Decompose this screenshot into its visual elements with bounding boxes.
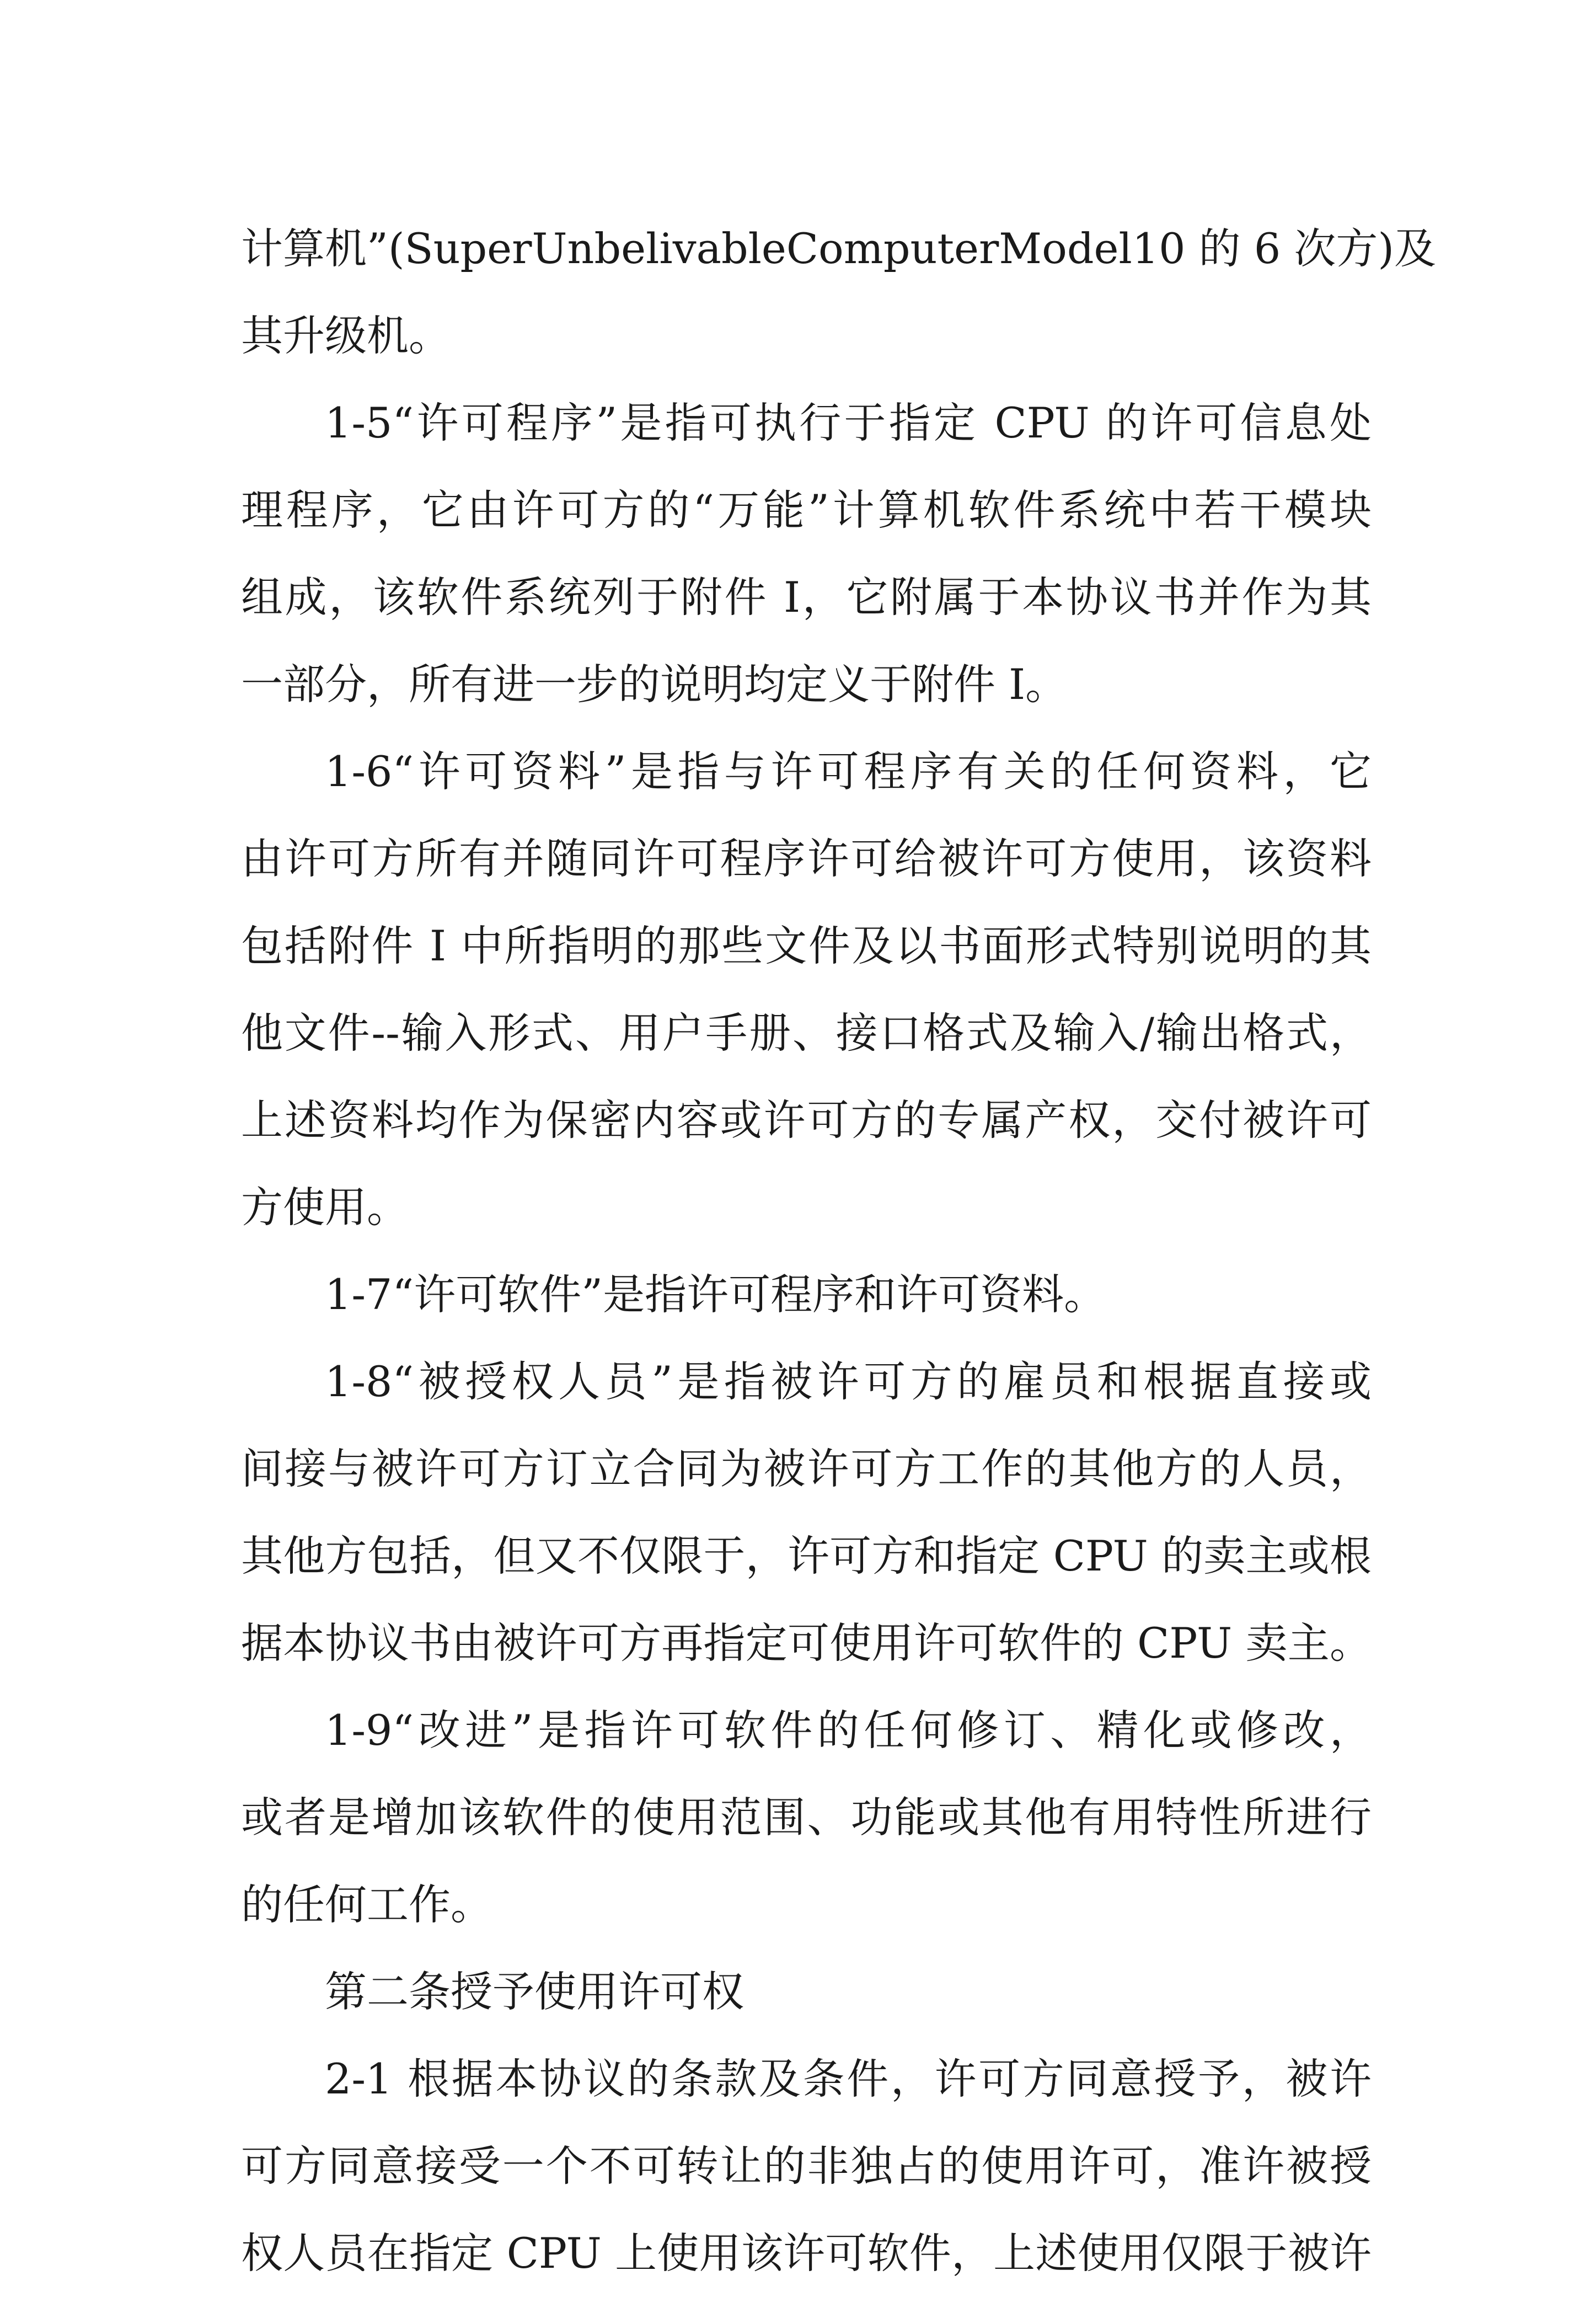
text-line: 间接与被许可方订立合同为被许可方工作的其他方的人员， bbox=[241, 1444, 1372, 1493]
text-line: 权人员在指定 CPU 上使用该许可软件，上述使用仅限于被许 bbox=[241, 2229, 1372, 2278]
text-line: 或者是增加该软件的使用范围、功能或其他有用特性所进行 bbox=[241, 1793, 1372, 1842]
text-line: 1-5“许可程序”是指可执行于指定 CPU 的许可信息处 bbox=[325, 398, 1372, 447]
section-heading: 第二条授予使用许可权 bbox=[325, 1967, 744, 2016]
text-line: 由许可方所有并随同许可程序许可给被许可方使用，该资料 bbox=[241, 834, 1372, 883]
clause-1-9-paragraph bbox=[241, 1687, 1372, 1948]
text-line: 1-9“改进”是指许可软件的任何修订、精化或修改， bbox=[325, 1706, 1372, 1755]
text-line: 上述资料均作为保密内容或许可方的专属产权，交付被许可 bbox=[241, 1096, 1372, 1145]
text-line: 计算机”(SuperUnbelivableComputerModel10 的 6 次方)及 bbox=[241, 224, 1437, 273]
text-line: 组成，该软件系统列于附件 I，它附属于本协议书并作为其 bbox=[241, 573, 1372, 622]
text-line: 方使用。 bbox=[241, 1183, 409, 1232]
text-line: 1-7“许可软件”是指许可程序和许可资料。 bbox=[325, 1270, 1106, 1319]
text-line: 据本协议书由被许可方再指定可使用许可软件的 CPU 卖主。 bbox=[241, 1618, 1372, 1668]
text-line: 包括附件 I 中所指明的那些文件及以书面形式特别说明的其 bbox=[241, 921, 1372, 970]
clause-1-7-paragraph bbox=[241, 1251, 1372, 1338]
text-line: 理程序，它由许可方的“万能”计算机软件系统中若干模块 bbox=[241, 485, 1372, 535]
text-line: 2-1 根据本协议的条款及条件，许可方同意授予，被许 bbox=[325, 2054, 1372, 2103]
clause-1-5-paragraph bbox=[241, 380, 1372, 728]
clause-1-6-paragraph bbox=[241, 728, 1372, 1251]
document-body bbox=[241, 205, 1437, 2297]
article-2-heading bbox=[241, 1948, 1372, 2036]
text-line: 其他方包括，但又不仅限于，许可方和指定 CPU 的卖主或根 bbox=[241, 1531, 1372, 1580]
text-line: 其升级机。 bbox=[241, 311, 451, 360]
text-line: 他文件--输入形式、用户手册、接口格式及输入/输出格式， bbox=[241, 1008, 1372, 1057]
text-line: 的任何工作。 bbox=[241, 1880, 492, 1929]
text-line: 可方同意接受一个不可转让的非独占的使用许可，准许被授 bbox=[241, 2141, 1372, 2191]
continuation-paragraph bbox=[241, 205, 1437, 380]
text-line: 一部分，所有进一步的说明均定义于附件 I。 bbox=[241, 660, 1068, 709]
text-line: 1-8“被授权人员”是指被许可方的雇员和根据直接或 bbox=[325, 1357, 1372, 1406]
text-line: 1-6“许可资料”是指与许可程序有关的任何资料，它 bbox=[325, 747, 1372, 796]
clause-1-8-paragraph bbox=[241, 1338, 1372, 1687]
